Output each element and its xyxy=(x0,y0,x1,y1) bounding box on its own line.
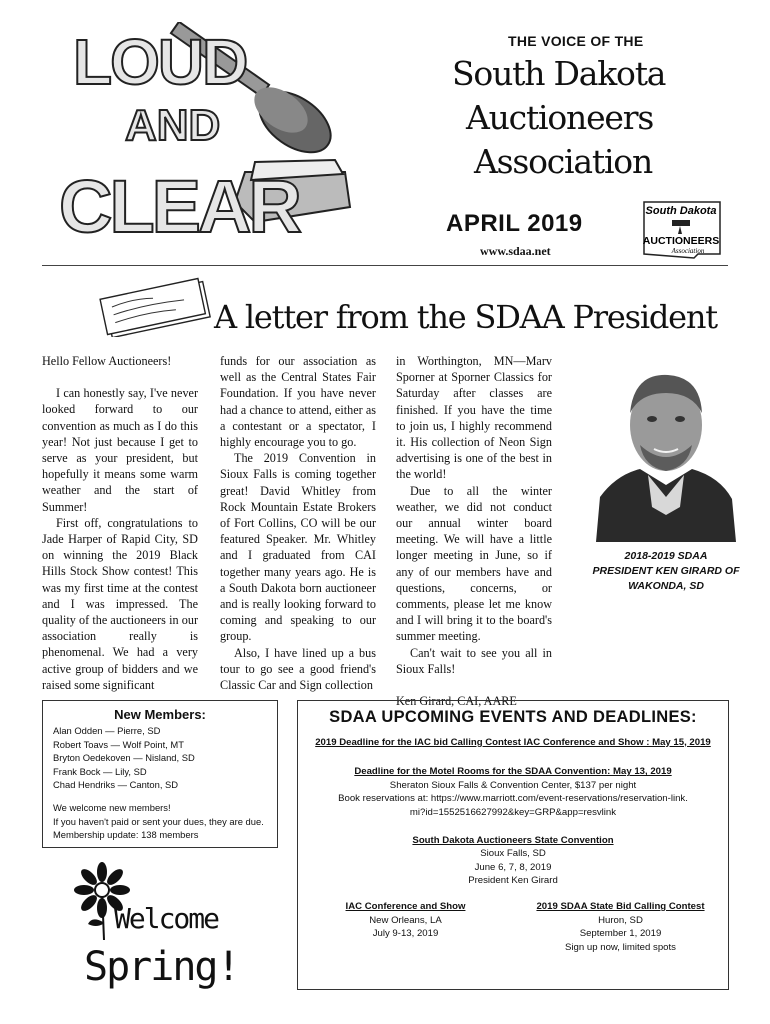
article-paragraph: The 2019 Convention in Sioux Falls is coming together great! David Whitley from Rock Mountain Estate Brokers of Fort Collins, CO will be our featured Speaker. Mr. Whitley and I graduated from CAI together many years ago. He is a South Dakota born auctioneer and is really looking forward to coming and speaking to our group. xyxy=(220,451,376,644)
logo-loud: LOUD xyxy=(73,26,247,98)
org-line-3: Association xyxy=(474,142,653,181)
article-paragraph: Also, I have lined up a bus tour to go see a good friend's Classic Car and Sign collection xyxy=(220,645,376,693)
badge-line-3: Association xyxy=(671,247,705,255)
sdaa-badge-logo xyxy=(638,196,724,262)
iac-dates: July 9-13, 2019 xyxy=(372,928,439,940)
motel-deadline-title: Deadline for the Motel Rooms for the SDAA Convention: May 13, 2019 xyxy=(354,766,672,778)
president-photo xyxy=(596,357,736,542)
logo-and: AND xyxy=(125,101,221,150)
caption-line: WAKONDA, SD xyxy=(628,580,704,592)
convention-title: South Dakota Auctioneers State Convention xyxy=(412,834,614,846)
issue-date: APRIL 2019 xyxy=(446,210,583,237)
convention-place: Sioux Falls, SD xyxy=(480,848,546,860)
article-paragraph: First off, congratulations to Jade Harper of Rapid City, SD on winning the 2019 Black Hills Stock Show contest! This was my first time at the contest and I was impressed. The quality of the auctioneers in our association really is phenomenal. We had a very active group of bidders and we raised some significant xyxy=(42,515,198,692)
voice-of-the: THE VOICE OF THE xyxy=(508,33,644,49)
motel-hotel: Sheraton Sioux Falls & Convention Center, $137 per night xyxy=(389,779,637,791)
iac-conference xyxy=(306,900,506,954)
welcome-note: We welcome new members! xyxy=(53,802,171,814)
convention-dates: June 6, 7, 8, 2019 xyxy=(474,861,552,873)
events-title: SDAA UPCOMING EVENTS AND DEADLINES: xyxy=(329,708,697,726)
article-signature: Ken Girard, CAI, AARE xyxy=(396,694,517,709)
iac-deadline xyxy=(298,736,728,750)
organization-name xyxy=(452,52,665,184)
article-paragraph: funds for our association as well as the Central States Fair Foundation. If you have never had a chance to attend, either as a contestant or a spectator, I highly encourage you to go. xyxy=(220,354,376,450)
events-row xyxy=(298,900,728,954)
article-paragraph: Due to all the winter weather, we did not conduct our annual winter board meeting. We will have a little longer meeting in June, so if any of our members have and questions, concerns, or comments, please let me know and I will bring it to the board's summer meeting. xyxy=(396,483,552,644)
state-convention xyxy=(298,834,728,888)
letter-icon xyxy=(95,277,225,337)
new-members-title: New Members: xyxy=(114,707,206,722)
logo-clear: CLEAR xyxy=(59,165,299,248)
new-members-box xyxy=(42,700,278,848)
bid-date: September 1, 2019 xyxy=(579,928,662,940)
spring-line-1: Welcome xyxy=(114,902,219,935)
bid-title: 2019 SDAA State Bid Calling Contest xyxy=(536,900,705,912)
membership-update: Membership update: 138 members xyxy=(53,829,199,841)
article-paragraph: I can honestly say, I've never looked forward to our convention as much as I do this year! Not just because I get to serve as your president, but hopefully it means some warm weather and the start of Summer! xyxy=(42,386,198,514)
article-greeting: Hello Fellow Auctioneers! xyxy=(42,354,172,368)
page-headline: A letter from the SDAA President xyxy=(214,298,717,336)
caption-line: 2018-2019 SDAA xyxy=(624,550,708,562)
bid-place: Huron, SD xyxy=(598,914,643,926)
iac-place: New Orleans, LA xyxy=(369,914,442,926)
bid-note: Sign up now, limited spots xyxy=(565,941,676,953)
motel-deadline xyxy=(298,765,728,819)
dues-note: If you haven't paid or sent your dues, they are due. xyxy=(53,815,264,827)
welcome-spring-graphic xyxy=(70,862,270,992)
iac-title: IAC Conference and Show xyxy=(345,900,466,912)
masthead-divider xyxy=(42,265,728,266)
motel-link[interactable]: mi?id=1552516627992&key=GRP&app=resvlink xyxy=(409,806,617,818)
article-column-3 xyxy=(396,353,552,709)
iac-deadline-text: 2019 Deadline for the IAC bid Calling Contest IAC Conference and Show : May 15, 2019 xyxy=(315,736,711,748)
website-link[interactable]: www.sdaa.net xyxy=(480,244,551,258)
member-item: Bryton Oedekoven — Nisland, SD xyxy=(53,752,195,764)
events-box xyxy=(297,700,729,990)
article-column-1 xyxy=(42,353,198,693)
motel-booking: Book reservations at: https://www.marriott.com/event-reservations/reservation-link. xyxy=(338,793,688,805)
convention-host: President Ken Girard xyxy=(468,875,558,887)
member-item: Alan Odden — Pierre, SD xyxy=(53,725,161,737)
caption-line: PRESIDENT KEN GIRARD OF xyxy=(592,565,740,577)
member-item: Robert Toavs — Wolf Point, MT xyxy=(53,738,184,750)
bid-calling-contest xyxy=(521,900,721,954)
member-item: Chad Hendriks — Canton, SD xyxy=(53,779,179,791)
photo-caption xyxy=(574,549,758,594)
member-item: Frank Bock — Lily, SD xyxy=(53,765,147,777)
org-line-2: Auctioneers xyxy=(466,98,654,137)
badge-line-1: South Dakota xyxy=(645,205,717,217)
org-line-1: South Dakota xyxy=(452,54,666,93)
spring-line-2: Spring! xyxy=(84,944,239,990)
article-paragraph: in Worthington, MN—Marv Sporner at Sporner Classics for Saturday after classes are finished. If you have the time to join us, I highly recommend it. His collection of Neon Sign advertising is one of the best in the world! xyxy=(396,354,552,482)
badge-line-2: AUCTIONEERS xyxy=(642,235,720,247)
article-column-2 xyxy=(220,353,376,693)
article-paragraph: Can't wait to see you all in Sioux Falls! xyxy=(396,645,552,676)
loud-and-clear-logo xyxy=(55,22,355,252)
